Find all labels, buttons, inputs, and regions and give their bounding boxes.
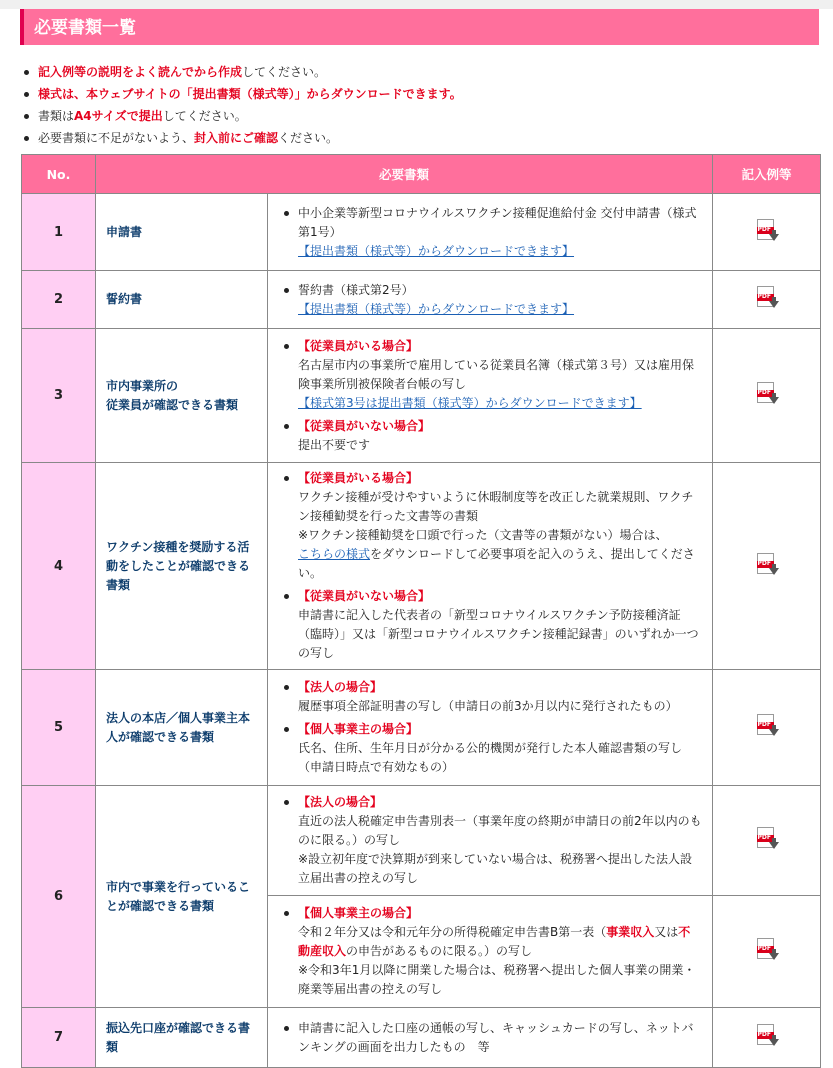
- document-description: 【法人の場合】 履歴事項全部証明書の写し（申請日の前3か月以内に発行されたもの） 【個人事業主の場合】 氏名、住所、生年月日が分かる公的機関が発行した本人確認書類の写し（申請日時点で有効なもの）: [268, 670, 713, 786]
- row-number: 3: [22, 329, 96, 463]
- table-row: [22, 194, 821, 271]
- download-link[interactable]: 【提出書類（様式等）からダウンロードできます】: [298, 243, 575, 258]
- pdf-download-icon[interactable]: PDF: [757, 938, 777, 962]
- document-description: 【法人の場合】 直近の法人税確定申告書別表一（事業年度の終期が申請日の前2年以内のものに限る。）の写し ※設立初年度で決算期が到来していない場合は、税務署へ提出した法人設立届出書の控えの写し: [268, 786, 713, 896]
- row-number: 4: [22, 463, 96, 670]
- example-cell: [713, 1008, 821, 1068]
- pdf-download-icon[interactable]: PDF: [757, 219, 777, 243]
- row-number: 1: [22, 194, 96, 271]
- row-number: 2: [22, 271, 96, 329]
- example-cell: [713, 194, 821, 271]
- header-docs: 必要書類: [96, 155, 713, 194]
- document-name: 振込先口座が確認できる書類: [96, 1008, 268, 1068]
- note-item: 必要書類に不足がないよう、封入前にご確認ください。: [22, 128, 462, 150]
- pdf-download-icon[interactable]: PDF: [757, 382, 777, 406]
- document-name: ワクチン接種を奨励する活動をしたことが確認できる書類: [96, 463, 268, 670]
- document-description: 誓約書（様式第2号） 【提出書類（様式等）からダウンロードできます】: [268, 271, 713, 329]
- document-description: 申請書に記入した口座の通帳の写し、キャッシュカードの写し、ネットバンキングの画面を出力したもの 等: [268, 1008, 713, 1068]
- table-row: [22, 463, 821, 670]
- row-number: 6: [22, 786, 96, 1008]
- row-number: 5: [22, 670, 96, 786]
- page-title: 必要書類一覧: [34, 18, 136, 38]
- page-heading: [20, 9, 819, 45]
- table-row: [22, 786, 821, 896]
- document-name: 法人の本店／個人事業主本人が確認できる書類: [96, 670, 268, 786]
- example-cell: [713, 463, 821, 670]
- example-cell: [713, 670, 821, 786]
- document-name: 市内で事業を行っていることが確認できる書類: [96, 786, 268, 1008]
- document-description: 中小企業等新型コロナウイルスワクチン接種促進給付金 交付申請書（様式第1号） 【提出書類（様式等）からダウンロードできます】: [268, 194, 713, 271]
- document-description: 【従業員がいる場合】 名古屋市内の事業所で雇用している従業員名簿（様式第３号）又は雇用保険事業所別被保険者台帳の写し 【様式第3号は提出書類（様式等）からダウンロードできます】 【従業員がいない場合】 提出不要です: [268, 329, 713, 463]
- document-name: 市内事業所の 従業員が確認できる書類: [96, 329, 268, 463]
- document-name: 申請書: [96, 194, 268, 271]
- form-link[interactable]: こちらの様式: [298, 547, 371, 561]
- pdf-download-icon[interactable]: PDF: [757, 714, 777, 738]
- example-cell: [713, 786, 821, 896]
- pdf-download-icon[interactable]: PDF: [757, 553, 777, 577]
- note-item: 様式は、本ウェブサイトの「提出書類（様式等）」からダウンロードできます。: [22, 84, 462, 106]
- table-row: [22, 670, 821, 786]
- documents-table: [21, 154, 821, 1068]
- document-name: 誓約書: [96, 271, 268, 329]
- pdf-download-icon[interactable]: PDF: [757, 827, 777, 851]
- document-description: 【個人事業主の場合】 令和２年分又は令和元年分の所得税確定申告書B第一表（事業収入又は不動産収入の申告があるものに限る。）の写し ※令和3年1月以降に開業した場合は、税務署へ提出した個人事業の開業・廃業等届出書の控えの写し: [268, 896, 713, 1008]
- header-example: 記入例等: [713, 155, 821, 194]
- table-row: [22, 271, 821, 329]
- pdf-download-icon[interactable]: PDF: [757, 286, 777, 310]
- notes-list: [22, 62, 462, 150]
- row-number: 7: [22, 1008, 96, 1068]
- download-link[interactable]: 【提出書類（様式等）からダウンロードできます】: [298, 301, 575, 316]
- header-no: No.: [22, 155, 96, 194]
- pdf-download-icon[interactable]: PDF: [757, 1024, 777, 1048]
- download-link[interactable]: 【様式第3号は提出書類（様式等）からダウンロードできます】: [298, 395, 642, 410]
- example-cell: [713, 896, 821, 1008]
- example-cell: [713, 271, 821, 329]
- example-cell: [713, 329, 821, 463]
- table-row: [22, 329, 821, 463]
- note-item: 書類はA4サイズで提出してください。: [22, 106, 462, 128]
- top-strip: [0, 0, 833, 9]
- table-header-row: [22, 155, 821, 194]
- table-row: [22, 1008, 821, 1068]
- document-description: 【従業員がいる場合】 ワクチン接種が受けやすいように休暇制度等を改正した就業規則、ワクチン接種勧奨を行った文書等の書類 ※ワクチン接種勧奨を口頭で行った（文書等の書類がない）場合は、 こちらの様式をダウンロードして必要事項を記入のうえ、提出してください。 【従業員がいない場合】 申請書に記入した代表者の「新型コロナウイルスワクチン予防接種済証（臨時）」又は「新型コロナウイルスワクチン接種記録書」のいずれか一つの写し: [268, 463, 713, 670]
- note-item: 記入例等の説明をよく読んでから作成してください。: [22, 62, 462, 84]
